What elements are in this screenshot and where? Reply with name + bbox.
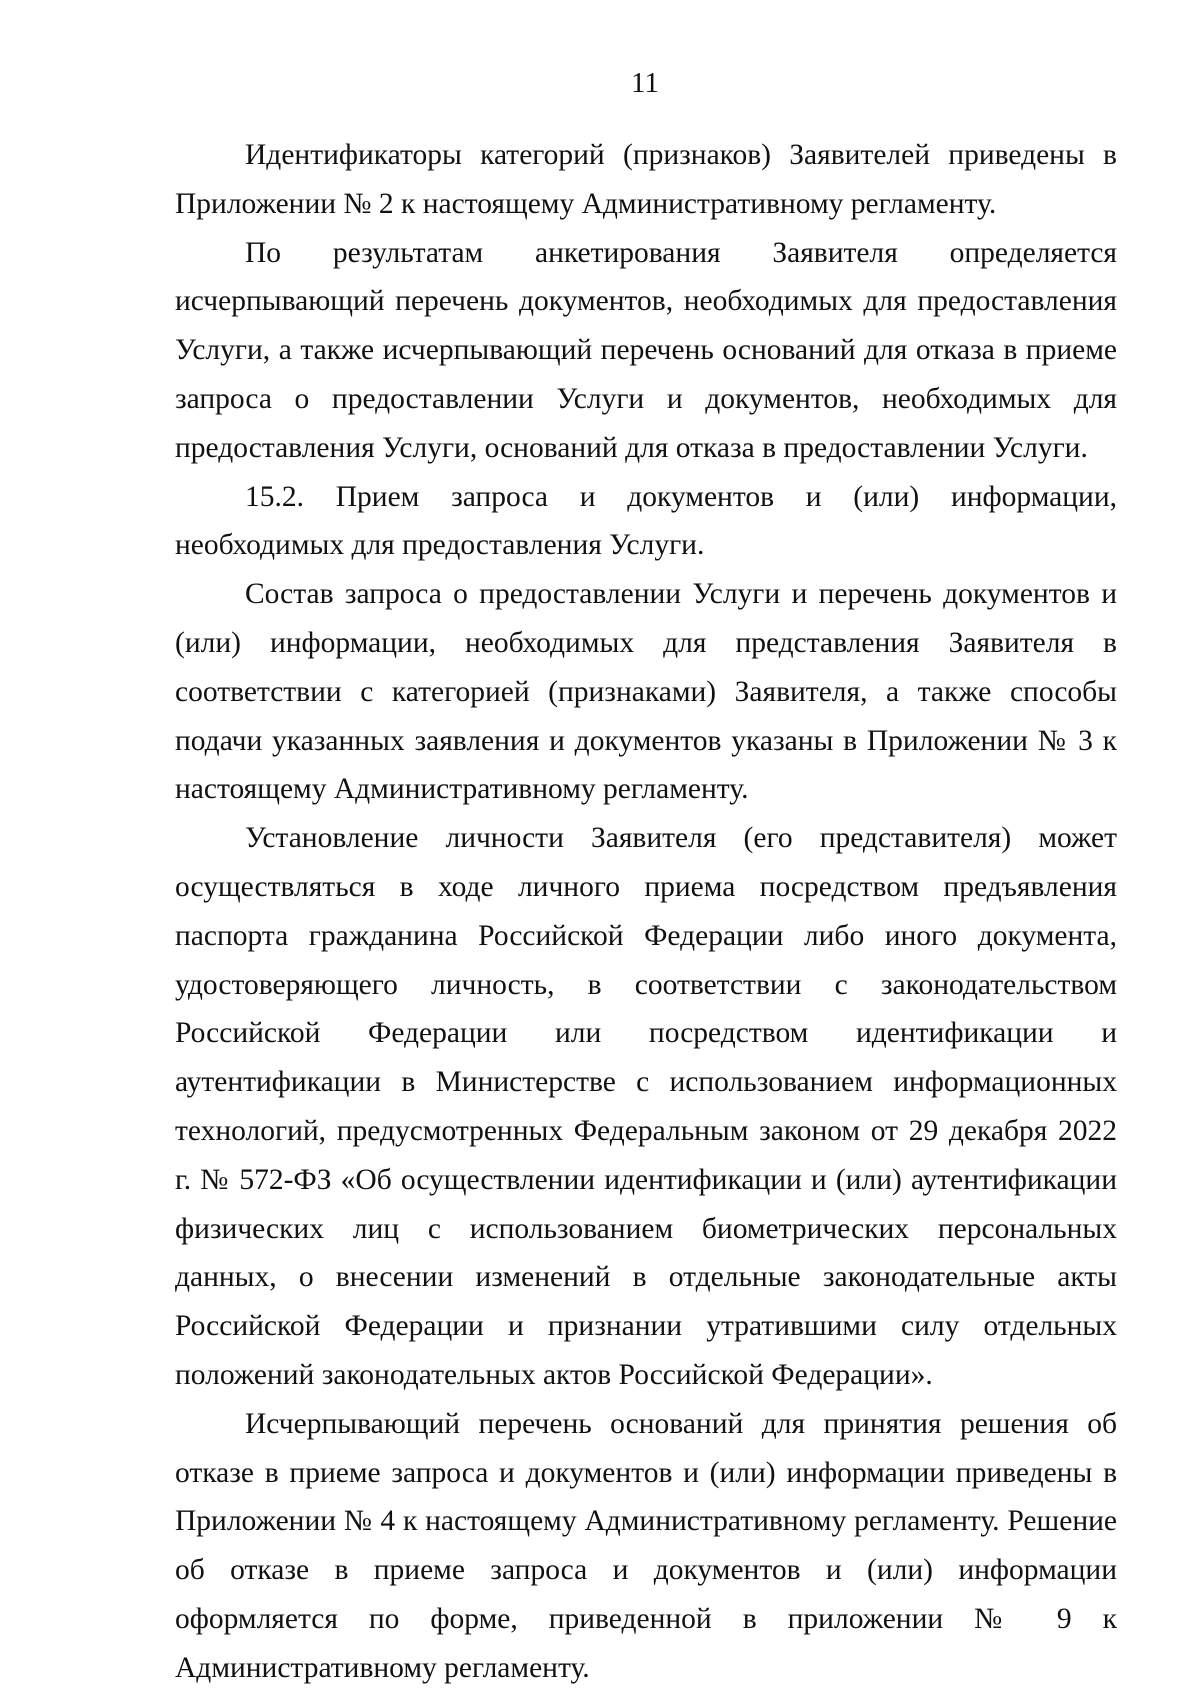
paragraph-request-composition: Состав запроса о предоставлении Услуги и перечень документов и (или) информации, необходимых для представления Заявителя в соответствии с категорией (признаками) Заявителя, а также способы подачи указанных заявления и документов указаны в Приложении № 3 к настоящему Административному регламенту. <box>175 578 1117 806</box>
page-number: 11 <box>631 67 659 99</box>
paragraph-survey-results: По результатам анкетирования Заявителя определяется исчерпывающий перечень документов, необходимых для предоставления Услуги, а также исчерпывающий перечень оснований для отказа в приеме запроса о предоставлении Услуги и документов, необходимых для предоставления Услуги, оснований для отказа в предоставлении Услуги. <box>175 236 1117 464</box>
paragraph-applicant-category-identifiers: Идентификаторы категорий (признаков) Заявителей приведены в Приложении № 2 к настоящему Административному регламенту. <box>175 139 1117 220</box>
paragraph-section-15-2: 15.2. Прием запроса и документов и (или) информации, необходимых для предоставления Услуги. <box>175 480 1117 562</box>
paragraph-refusal-grounds: Исчерпывающий перечень оснований для принятия решения об отказе в приеме запроса и документов и (или) информации приведены в Приложении № 4 к настоящему Административному регламенту. Решение об отказе в приеме запроса и документов и (или) информации оформляется по форме, приведенной в приложении № 9 к Административному регламенту. <box>175 1407 1117 1684</box>
document-body <box>175 131 1117 1693</box>
paragraph-identity-verification: Установление личности Заявителя (его представителя) может осуществляться в ходе личного приема посредством предъявления паспорта гражданина Российской Федерации либо иного документа, удостоверяющего личность, в соответствии с законодательством Российской Федерации или посредством идентификации и аутентификации в Министерстве с использованием информационных технологий, предусмотренных Федеральным законом от 29 декабря 2022 г. № 572-ФЗ «Об осуществлении идентификации и (или) аутентификации физических лиц с использованием биометрических персональных данных, о внесении изменений в отдельные законодательные акты Российской Федерации и признании утратившими силу отдельных положений законодательных актов Российской Федерации». <box>175 822 1117 1391</box>
